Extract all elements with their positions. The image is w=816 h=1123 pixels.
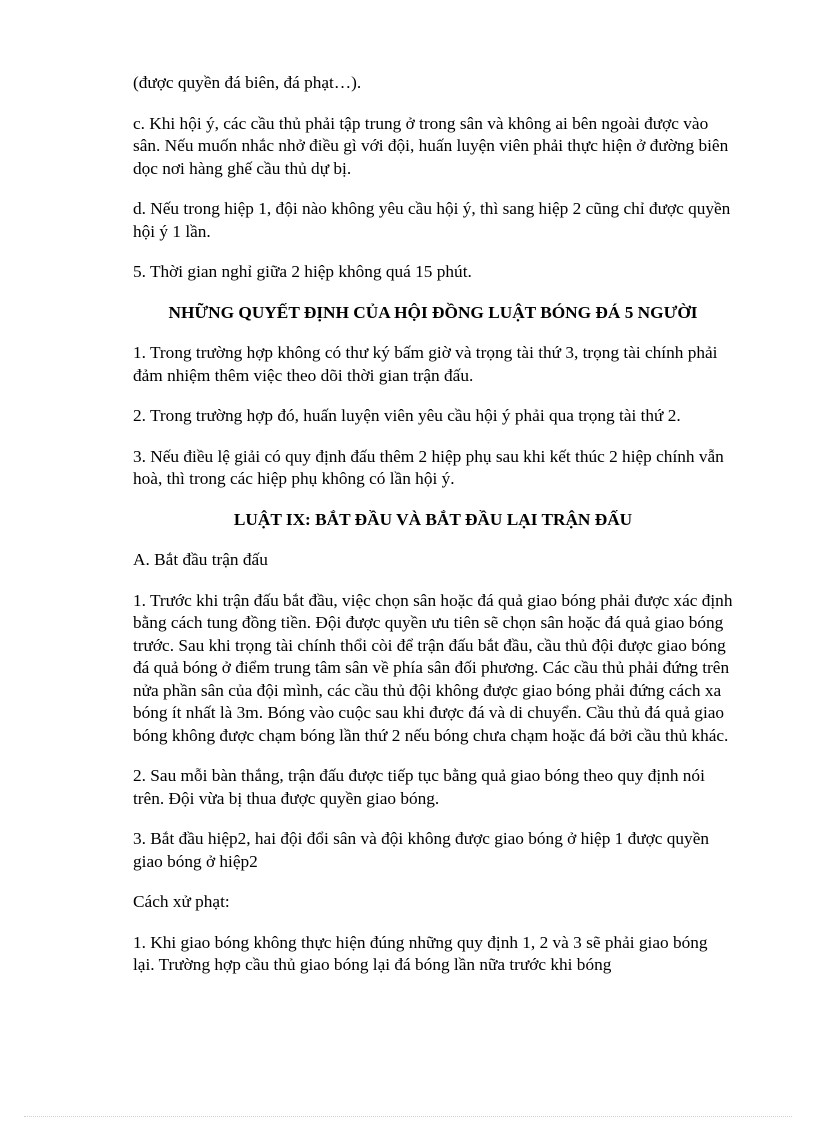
section-heading-council-decisions: NHỮNG QUYẾT ĐỊNH CỦA HỘI ĐỒNG LUẬT BÓNG ĐÁ 5 NGƯỜI <box>168 302 698 322</box>
paragraph-throw-in-rights: (được quyền đá biên, đá phạt…). <box>133 73 362 92</box>
paragraph-decision-3: 3. Nếu điều lệ giải có quy định đấu thêm 2 hiệp phụ sau khi kết thúc 2 hiệp chính vẫn hoà, thì trong các hiệp phụ không có lần hội ý. <box>133 446 724 488</box>
paragraph-decision-1: 1. Trong trường hợp không có thư ký bấm giờ và trọng tài thứ 3, trọng tài chính phải đảm nhiệm thêm việc theo dõi thời gian trận đấu. <box>133 343 718 385</box>
paragraph-timeout-rule-c: c. Khi hội ý, các cầu thủ phải tập trung ở trong sân và không ai bên ngoài được vào sân. Nếu muốn nhắc nhở điều gì với đội, huấn luyện viên phải thực hiện ở đường biên dọc nơi hàng ghế cầu thủ dự bị. <box>133 113 729 178</box>
page-bottom-divider <box>24 1116 792 1117</box>
subheading-penalties: Cách xử phạt: <box>133 892 230 911</box>
paragraph-kickoff-rule-1: 1. Trước khi trận đấu bắt đầu, việc chọn sân hoặc đá quả giao bóng phải được xác định bằng cách tung đồng tiền. Đội được quyền ưu tiên sẽ chọn sân hoặc đá quả giao bóng trước. Sau khi trọng tài chính thổi còi để trận đấu bắt đầu, cầu thủ đội được giao bóng đá quả bóng ở điểm trung tâm sân về phía sân đối phương. Các cầu thủ phải đứng trên nửa phần sân của đội mình, các cầu thủ đội không được giao bóng phải đứng cách xa bóng ít nhất là 3m. Bóng vào cuộc sau khi được đá và di chuyển. Cầu thủ đá quả giao bóng không được chạm bóng lần thứ 2 nếu bóng chưa chạm hoặc đá bởi cầu thủ khác. <box>133 590 733 745</box>
paragraph-halftime-break: 5. Thời gian nghỉ giữa 2 hiệp không quá 15 phút. <box>133 262 472 281</box>
section-heading-law-ix: LUẬT IX: BẮT ĐẦU VÀ BẮT ĐẦU LẠI TRẬN ĐẤU <box>233 509 633 529</box>
document-body <box>133 72 733 995</box>
paragraph-penalty-1: 1. Khi giao bóng không thực hiện đúng những quy định 1, 2 và 3 sẽ phải giao bóng lại. Trường hợp cầu thủ giao bóng lại đá bóng lần nữa trước khi bóng <box>133 932 708 974</box>
paragraph-timeout-rule-d: d. Nếu trong hiệp 1, đội nào không yêu cầu hội ý, thì sang hiệp 2 cũng chỉ được quyền hội ý 1 lần. <box>133 199 731 241</box>
paragraph-decision-2: 2. Trong trường hợp đó, huấn luyện viên yêu cầu hội ý phải qua trọng tài thứ 2. <box>133 406 681 425</box>
subheading-start-of-match: A. Bắt đầu trận đấu <box>133 550 268 569</box>
paragraph-kickoff-rule-2: 2. Sau mỗi bàn thắng, trận đấu được tiếp tục bằng quả giao bóng theo quy định nói trên. Đội vừa bị thua được quyền giao bóng. <box>133 766 705 808</box>
paragraph-kickoff-rule-3: 3. Bắt đầu hiệp2, hai đội đổi sân và đội không được giao bóng ở hiệp 1 được quyền giao bóng ở hiệp2 <box>133 829 710 871</box>
